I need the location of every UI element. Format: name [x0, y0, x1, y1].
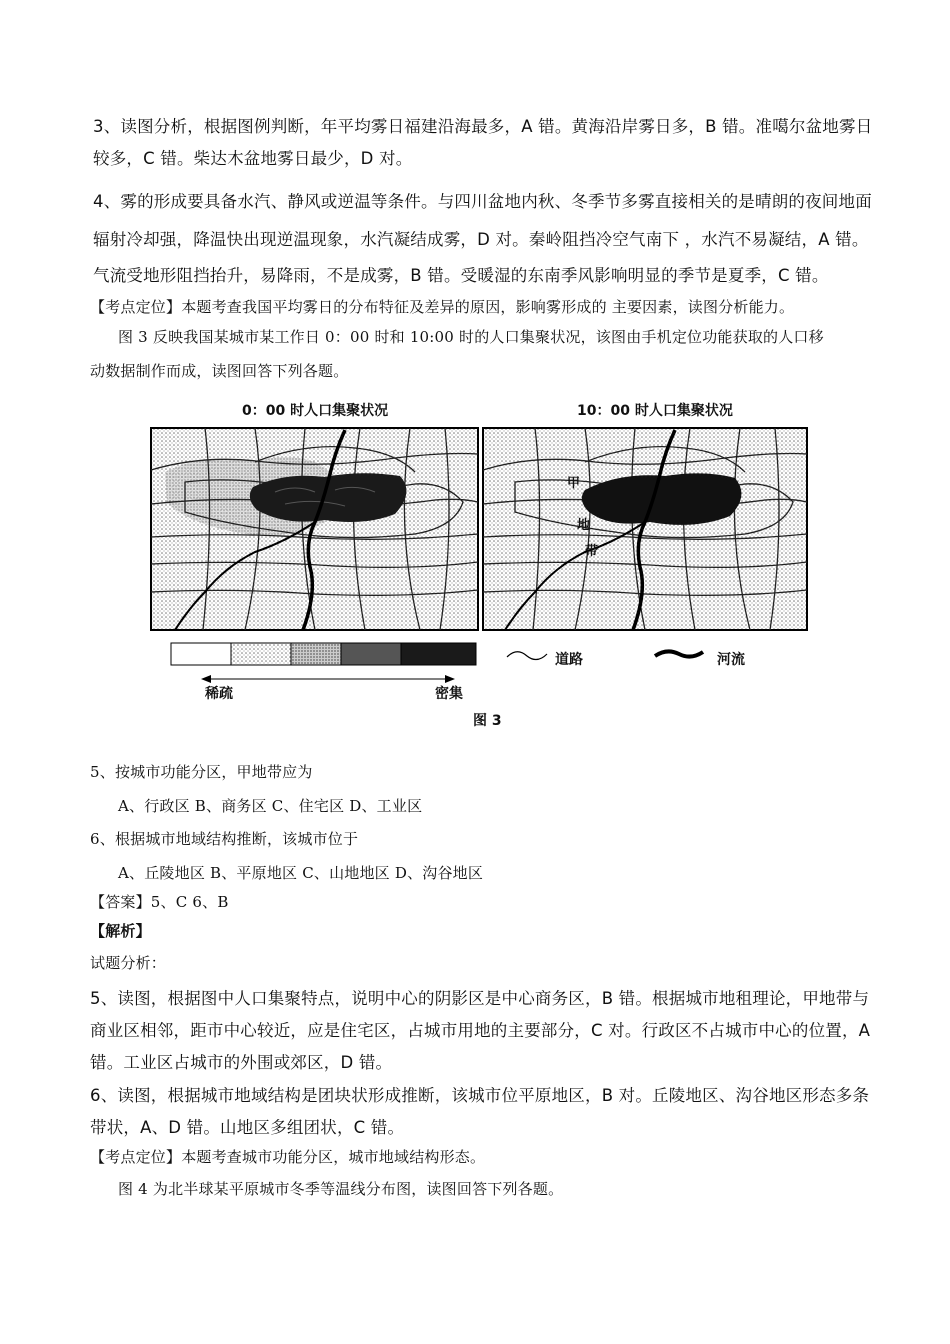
- figure-graphics: [145, 392, 845, 732]
- area-label-char-2: 地: [577, 518, 591, 533]
- kaodian-2: 【考点定位】本题考查城市功能分区，城市地域结构形态。: [90, 1148, 486, 1166]
- kaodian-1: 【考点定位】本题考查我国平均雾日的分布特征及差异的原因，影响雾形成的 主要因素，读图分析能力。: [90, 298, 795, 316]
- q3-analysis-line-2: 较多，C 错。柴达木盆地雾日最少，D 对。: [93, 149, 413, 168]
- q6-stem: 6、根据城市地域结构推断，该城市位于: [90, 830, 359, 848]
- q4-analysis-line-1: 4、雾的形成要具备水汽、静风或逆温等条件。与四川盆地内秋、冬季节多雾直接相关的是晴朗的夜间地面: [93, 192, 872, 211]
- q3-analysis-line-1: 3、读图分析，根据图例判断，年平均雾日福建沿海最多，A 错。黄海沿岸雾日多，B 错。准噶尔盆地雾日: [93, 117, 873, 136]
- figure-caption: 图 3: [473, 713, 502, 729]
- fig3-intro-line-1: 图 3 反映我国某城市某工作日 0：00 时和 10:00 时的人口集聚状况，该图由手机定位功能获取的人口移: [118, 328, 824, 346]
- legend-road-label: 道路: [555, 652, 583, 668]
- legend-dense-label: 密集: [435, 686, 463, 702]
- jiexi-heading: 【解析】: [90, 922, 151, 940]
- q5-stem: 5、按城市功能分区，甲地带应为: [90, 763, 313, 781]
- fig3-intro-line-2: 动数据制作而成，读图回答下列各题。: [90, 362, 349, 380]
- legend-sparse-label: 稀疏: [205, 686, 233, 702]
- q4-analysis-line-2: 辐射冷却强，降温快出现逆温现象，水汽凝结成雾，D 对。秦岭阻挡冷空气南下 ，水汽不易凝结，A 错。: [93, 230, 869, 249]
- q5-analysis-line-3: 错。工业区占城市的外围或郊区，D 错。: [90, 1053, 393, 1072]
- figure-3: [145, 392, 845, 732]
- area-label-char-3: 带: [585, 544, 599, 559]
- area-label-char-1: 甲: [567, 476, 581, 491]
- q5-options: A、行政区 B、商务区 C、住宅区 D、工业区: [118, 797, 423, 815]
- left-map: [151, 428, 478, 630]
- left-map-title: 0：00 时人口集聚状况: [242, 403, 389, 419]
- density-legend: [171, 643, 703, 683]
- q6-analysis-line-1: 6、读图，根据城市地域结构是团块状形成推断，该城市位平原地区，B 对。丘陵地区、沟谷地区形态多条: [90, 1086, 870, 1105]
- answer-line: 【答案】5、C 6、B: [90, 893, 229, 911]
- fig4-intro: 图 4 为北半球某平原城市冬季等温线分布图，读图回答下列各题。: [118, 1180, 564, 1198]
- legend-river-label: 河流: [717, 652, 745, 668]
- right-map-title: 10：00 时人口集聚状况: [577, 403, 733, 419]
- q5-analysis-line-1: 5、读图，根据图中人口集聚特点，说明中心的阴影区是中心商务区，B 错。根据城市地租理论，甲地带与: [90, 989, 870, 1008]
- shiti-fenxi: 试题分析：: [90, 954, 167, 972]
- q5-analysis-line-2: 商业区相邻，距市中心较近，应是住宅区，占城市用地的主要部分，C 对。行政区不占城市中心的位置，A: [90, 1021, 871, 1040]
- q6-analysis-line-2: 带状，A、D 错。山地区多组团状，C 错。: [90, 1118, 405, 1137]
- right-map: [483, 428, 807, 630]
- q6-options: A、丘陵地区 B、平原地区 C、山地地区 D、沟谷地区: [118, 864, 484, 882]
- q4-analysis-line-3: 气流受地形阻挡抬升，易降雨，不是成雾，B 错。受暖湿的东南季风影响明显的季节是夏季，C 错。: [93, 266, 829, 285]
